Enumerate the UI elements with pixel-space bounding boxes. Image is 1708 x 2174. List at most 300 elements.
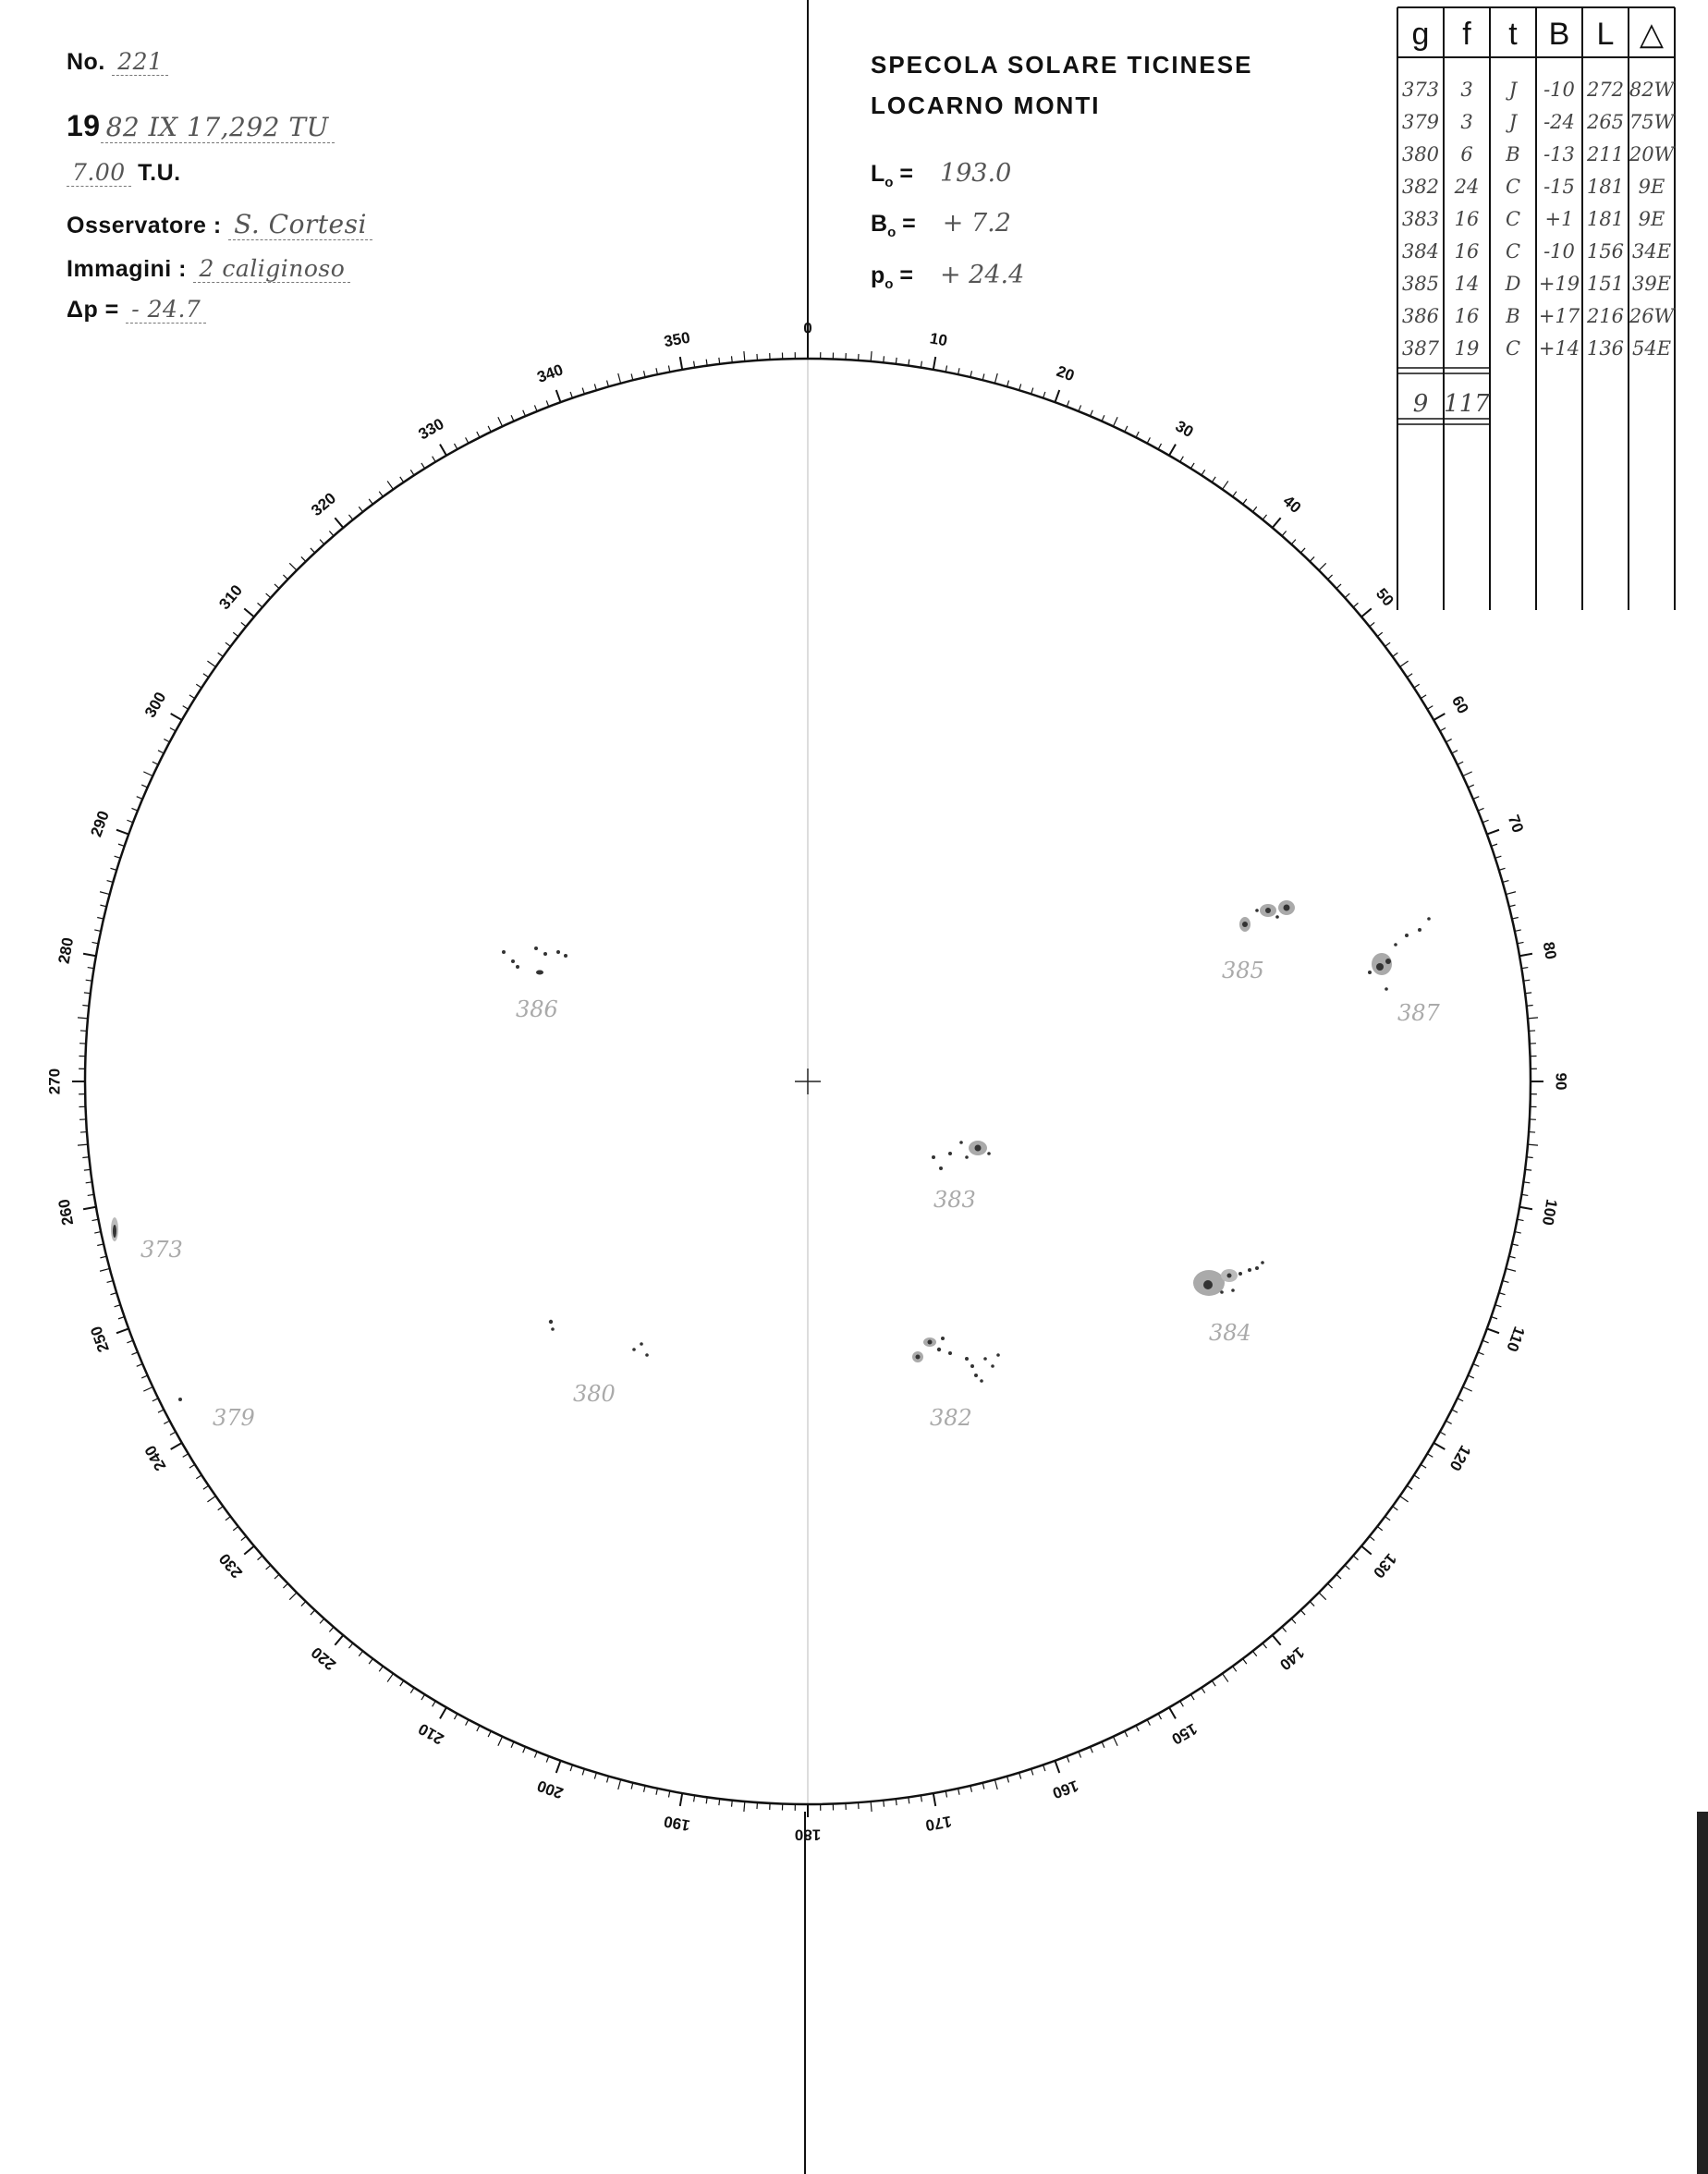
scale-tick xyxy=(84,1169,91,1170)
scale-tick xyxy=(82,1157,89,1158)
scale-tick xyxy=(1519,1207,1532,1209)
group-label-386: 386 xyxy=(516,996,558,1022)
table-cell: 34E xyxy=(1631,240,1672,263)
scale-tick xyxy=(1528,1144,1538,1145)
scale-tick xyxy=(283,575,287,580)
scale-tick xyxy=(1345,1565,1349,1569)
scale-tick xyxy=(359,1651,362,1656)
scale-tick xyxy=(1527,1006,1533,1007)
scale-tick xyxy=(1055,390,1059,402)
scale-tick xyxy=(1136,1726,1139,1731)
scale-tick xyxy=(97,918,104,920)
scale-tick xyxy=(1525,1169,1531,1170)
scale-tick xyxy=(1515,1232,1521,1233)
scale-tick xyxy=(116,830,128,835)
scale-tick xyxy=(83,1207,96,1209)
group-label-387: 387 xyxy=(1397,1000,1440,1026)
scale-label-130: 130 xyxy=(1369,1549,1400,1582)
scale-tick xyxy=(115,1305,121,1307)
table-cell: -15 xyxy=(1543,176,1575,198)
scale-tick xyxy=(1147,437,1150,443)
scale-tick xyxy=(1458,1398,1463,1401)
delta-value: - 24.7 xyxy=(126,296,206,324)
scale-tick xyxy=(379,492,383,497)
scale-tick xyxy=(189,1464,195,1468)
scale-label-280: 280 xyxy=(55,935,78,966)
scale-tick xyxy=(78,1144,88,1145)
date-value: 82 IX 17,292 TU xyxy=(101,112,335,143)
scale-tick xyxy=(400,477,404,482)
table-cell: -24 xyxy=(1543,111,1575,133)
scale-tick xyxy=(1353,603,1358,607)
scale-tick xyxy=(118,844,125,846)
table-cell: +1 xyxy=(1544,208,1574,230)
table-cell: 82W xyxy=(1629,79,1675,101)
scale-tick xyxy=(744,351,745,361)
scale-tick xyxy=(1273,518,1281,528)
scale-tick xyxy=(433,1701,436,1706)
scale-label-240: 240 xyxy=(140,1442,170,1474)
table-total: 117 xyxy=(1444,390,1490,418)
table-cell: 20W xyxy=(1629,143,1675,165)
table-cell: 265 xyxy=(1586,111,1625,133)
scale-tick xyxy=(1091,410,1093,416)
group-label-384: 384 xyxy=(1209,1320,1251,1346)
scale-tick xyxy=(203,674,209,678)
scale-tick xyxy=(1515,930,1521,931)
scale-label-250: 250 xyxy=(87,1324,113,1355)
table-cell: C xyxy=(1505,176,1521,198)
scale-label-140: 140 xyxy=(1275,1643,1308,1674)
scale-tick xyxy=(183,1454,189,1458)
scale-tick xyxy=(556,390,561,402)
scale-tick xyxy=(1509,905,1516,907)
scale-tick xyxy=(1491,844,1497,846)
scale-tick xyxy=(1233,1667,1237,1672)
images-value: 2 caliginoso xyxy=(193,255,350,283)
scale-tick xyxy=(196,684,201,688)
scale-tick xyxy=(570,392,572,398)
scale-tick xyxy=(421,1694,425,1700)
scale-label-310: 310 xyxy=(215,581,247,614)
scale-tick xyxy=(1499,1293,1506,1295)
scale-tick xyxy=(1519,954,1532,956)
scale-tick xyxy=(1223,1674,1228,1682)
table-cell: 9E xyxy=(1638,208,1665,230)
scale-label-340: 340 xyxy=(534,360,566,386)
scale-label-350: 350 xyxy=(662,328,692,351)
scale-tick xyxy=(511,415,514,421)
scale-tick xyxy=(207,1496,215,1502)
scale-tick xyxy=(498,1737,503,1746)
scale-tick xyxy=(1458,762,1463,764)
scale-tick xyxy=(266,1565,271,1569)
scale-tick xyxy=(1300,548,1305,553)
scale-tick xyxy=(196,1475,201,1479)
scale-label-300: 300 xyxy=(140,689,170,721)
table-cell: 136 xyxy=(1586,337,1625,360)
table-cell: 181 xyxy=(1586,176,1625,198)
p0-sub: o xyxy=(884,276,894,292)
scale-tick xyxy=(1079,1752,1081,1757)
table-col-header: t xyxy=(1508,17,1518,52)
scale-tick xyxy=(1336,584,1341,589)
scale-label-290: 290 xyxy=(87,808,113,839)
scale-tick xyxy=(719,358,720,364)
scale-tick xyxy=(158,1410,164,1412)
table-cell: 16 xyxy=(1454,240,1480,263)
scale-tick xyxy=(335,518,343,528)
table-cell: 16 xyxy=(1454,208,1480,230)
scale-tick xyxy=(1353,1556,1358,1560)
scale-tick xyxy=(1067,400,1069,407)
scale-tick xyxy=(994,373,997,384)
scale-tick xyxy=(1509,1256,1516,1258)
table-cell: 156 xyxy=(1586,240,1625,263)
scale-tick xyxy=(320,1618,324,1623)
scale-tick xyxy=(871,1801,872,1812)
table-cell: 387 xyxy=(1401,337,1440,360)
scale-label-220: 220 xyxy=(308,1643,340,1674)
scale-tick xyxy=(226,1517,231,1521)
scale-tick xyxy=(1512,918,1519,920)
scale-label-150: 150 xyxy=(1168,1719,1201,1749)
scale-tick xyxy=(141,785,147,788)
scale-tick xyxy=(127,1340,133,1343)
group-label-383: 383 xyxy=(933,1187,976,1213)
scale-tick xyxy=(110,1293,116,1295)
scale-tick xyxy=(1043,1765,1045,1771)
scale-tick xyxy=(127,820,133,823)
scale-tick xyxy=(1446,1421,1451,1423)
scale-tick xyxy=(379,1667,383,1672)
table-cell: 26W xyxy=(1629,305,1675,327)
scale-tick xyxy=(477,432,480,437)
scale-tick xyxy=(546,1756,549,1763)
scale-tick xyxy=(719,1799,720,1805)
scale-label-120: 120 xyxy=(1446,1442,1475,1474)
scale-tick xyxy=(440,1707,446,1718)
scale-tick xyxy=(1407,674,1412,678)
scale-label-260: 260 xyxy=(55,1197,78,1227)
scale-label-190: 190 xyxy=(662,1812,692,1835)
scale-tick xyxy=(189,695,195,699)
scale-tick xyxy=(1414,1475,1420,1479)
p0-label: p xyxy=(871,263,885,288)
images-quality xyxy=(67,255,350,283)
scale-label-80: 80 xyxy=(1539,940,1560,961)
scale-tick xyxy=(1487,830,1499,835)
scale-tick xyxy=(1102,415,1104,421)
scale-tick xyxy=(241,622,246,626)
table-cell: J xyxy=(1508,79,1518,101)
scale-tick xyxy=(100,1256,106,1258)
scale-tick xyxy=(348,1643,352,1648)
scale-tick xyxy=(1427,706,1433,710)
table-cell: 19 xyxy=(1454,337,1480,360)
scale-tick xyxy=(94,930,101,931)
scale-tick xyxy=(400,1680,404,1686)
scale-tick xyxy=(410,470,414,475)
table-cell: -10 xyxy=(1543,240,1575,263)
scale-tick xyxy=(1212,477,1215,482)
scale-tick xyxy=(1125,1731,1128,1737)
table-cell: 14 xyxy=(1454,273,1480,295)
scale-tick xyxy=(1446,739,1451,742)
scale-tick xyxy=(115,856,121,858)
scale-tick xyxy=(1440,1432,1446,1435)
L0-label: L xyxy=(871,161,885,187)
scale-tick xyxy=(1468,785,1473,788)
scale-tick xyxy=(1113,417,1117,426)
scale-tick xyxy=(523,410,526,416)
scale-tick xyxy=(631,1783,633,1789)
delta-p xyxy=(67,296,206,324)
table-cell: 151 xyxy=(1586,273,1625,295)
scale-tick xyxy=(218,1507,224,1510)
scale-tick xyxy=(546,400,549,407)
scale-tick xyxy=(1361,1546,1372,1555)
scale-tick xyxy=(1125,426,1128,432)
scale-tick xyxy=(1328,1583,1333,1588)
scale-tick xyxy=(1336,1574,1341,1579)
scale-tick xyxy=(158,751,164,753)
table-cell: 382 xyxy=(1401,176,1440,198)
scale-tick xyxy=(511,1741,514,1747)
table-cell: 272 xyxy=(1586,79,1625,101)
institution xyxy=(871,44,1252,126)
scale-tick xyxy=(1282,1627,1287,1631)
scale-tick xyxy=(218,653,224,656)
table-cell: 39E xyxy=(1631,273,1672,295)
scale-tick xyxy=(1400,661,1409,666)
table-cell: 3 xyxy=(1460,79,1473,101)
scale-tick xyxy=(644,1786,646,1792)
table-cell: 216 xyxy=(1586,305,1625,327)
scale-tick xyxy=(933,357,935,370)
scale-tick xyxy=(594,384,596,390)
scale-tick xyxy=(110,868,116,870)
scale-tick xyxy=(582,388,584,395)
B0-label: B xyxy=(871,211,888,237)
scale-tick xyxy=(1495,856,1502,858)
scale-tick xyxy=(1202,1688,1205,1693)
scale-tick xyxy=(656,1789,657,1795)
scale-tick xyxy=(958,368,959,374)
scale-label-330: 330 xyxy=(415,414,447,444)
scale-tick xyxy=(1091,1747,1093,1753)
scale-tick xyxy=(387,481,393,489)
scale-tick xyxy=(301,556,306,561)
scale-tick xyxy=(266,593,271,598)
scale-tick xyxy=(534,1752,537,1757)
scale-tick xyxy=(732,1801,733,1807)
scale-tick xyxy=(410,1688,414,1693)
group-label-379: 379 xyxy=(213,1405,255,1431)
scale-tick xyxy=(141,1375,147,1378)
table-col-header: f xyxy=(1462,17,1471,52)
scale-tick xyxy=(359,507,362,512)
table-cell: 9E xyxy=(1638,176,1665,198)
scale-tick xyxy=(244,608,254,617)
scale-tick xyxy=(1067,1756,1069,1763)
scale-tick xyxy=(241,1536,246,1540)
scale-tick xyxy=(1147,1719,1150,1725)
scale-tick xyxy=(1370,622,1374,626)
scale-tick xyxy=(433,457,436,462)
scale-tick xyxy=(1525,993,1531,994)
scale-tick xyxy=(1506,1268,1516,1271)
table-cell: B xyxy=(1506,143,1520,165)
scale-tick xyxy=(1282,531,1287,536)
scale-tick xyxy=(369,1659,372,1665)
table-cell: C xyxy=(1505,208,1521,230)
scale-tick xyxy=(1463,1386,1472,1391)
scale-tick xyxy=(387,1674,393,1682)
scale-label-90: 90 xyxy=(1552,1072,1570,1091)
scale-tick xyxy=(1079,405,1081,410)
table-cell: C xyxy=(1505,337,1521,360)
table-cell: 3 xyxy=(1460,111,1473,133)
scale-tick xyxy=(1495,1305,1502,1307)
scale-tick xyxy=(732,356,733,362)
scale-tick xyxy=(143,772,152,776)
table-cell: D xyxy=(1505,273,1521,295)
table-cell: 6 xyxy=(1460,143,1473,165)
scale-label-110: 110 xyxy=(1503,1324,1529,1354)
scale-tick xyxy=(1136,432,1139,437)
scale-tick xyxy=(982,373,984,380)
scale-tick xyxy=(1273,1635,1281,1645)
scale-tick xyxy=(274,584,279,589)
scale-tick xyxy=(207,661,215,666)
scale-tick xyxy=(1291,540,1296,544)
scale-tick xyxy=(1440,727,1446,730)
scale-tick xyxy=(183,706,189,710)
scale-tick xyxy=(289,1593,297,1600)
scale-tick xyxy=(1482,820,1489,823)
scale-tick xyxy=(143,1386,152,1391)
scale-tick xyxy=(118,1317,125,1319)
scale-tick xyxy=(1527,1157,1533,1158)
scale-tick xyxy=(644,371,646,377)
scale-tick xyxy=(1233,492,1237,497)
group-label-373: 373 xyxy=(140,1237,183,1263)
scale-tick xyxy=(618,1779,621,1789)
scale-tick xyxy=(131,1352,137,1355)
no-label: No. xyxy=(67,49,105,75)
scale-tick xyxy=(1482,1340,1489,1343)
group-label-380: 380 xyxy=(573,1381,616,1407)
scale-tick xyxy=(582,1769,584,1776)
scale-tick xyxy=(1263,515,1266,519)
table-cell: 211 xyxy=(1586,143,1625,165)
images-label: Immagini : xyxy=(67,256,188,282)
scale-tick xyxy=(1506,892,1516,895)
scale-tick xyxy=(131,808,137,811)
table-cell: B xyxy=(1506,305,1520,327)
scale-tick xyxy=(1169,445,1176,456)
table-cell: 379 xyxy=(1401,111,1440,133)
table-cell: 181 xyxy=(1586,208,1625,230)
scale-tick xyxy=(680,357,682,370)
scale-tick xyxy=(440,445,446,456)
group-label-385: 385 xyxy=(1222,958,1264,983)
scale-tick xyxy=(488,1731,491,1737)
scale-tick xyxy=(1190,463,1194,469)
L0-value: 193.0 xyxy=(939,159,1012,188)
scale-tick xyxy=(1300,1610,1305,1615)
scale-tick xyxy=(1528,1018,1538,1019)
scale-tick xyxy=(1434,1443,1445,1449)
time-value: 7.00 xyxy=(67,159,131,187)
table-col-header: g xyxy=(1411,17,1430,52)
scale-tick xyxy=(1452,1410,1458,1412)
scale-tick xyxy=(170,727,176,730)
scale-tick xyxy=(97,1244,104,1246)
scale-tick xyxy=(656,368,657,374)
scale-tick xyxy=(137,1364,142,1367)
scale-tick xyxy=(1031,388,1033,395)
scale-tick xyxy=(1385,642,1391,646)
observation-date xyxy=(67,109,335,143)
scale-tick xyxy=(1328,575,1333,580)
scale-label-170: 170 xyxy=(923,1812,954,1835)
scale-tick xyxy=(1202,470,1205,475)
scale-label-60: 60 xyxy=(1447,692,1472,717)
scale-tick xyxy=(1463,772,1472,776)
scale-tick xyxy=(94,1232,101,1233)
scale-tick xyxy=(1473,1364,1479,1367)
institution-line2: LOCARNO MONTI xyxy=(871,92,1101,119)
scale-tick xyxy=(970,371,972,377)
table-cell: +14 xyxy=(1538,337,1580,360)
scale-tick xyxy=(1291,1618,1296,1623)
scale-tick xyxy=(618,373,621,384)
scale-tick xyxy=(1414,684,1420,688)
scale-tick xyxy=(466,437,469,443)
scale-label-40: 40 xyxy=(1279,492,1305,518)
ephemeris-p0: $p_o$ = + 24.4 xyxy=(871,261,1025,292)
scale-tick xyxy=(1345,593,1349,598)
ephemeris-L0: $L_o = 193.0$ xyxy=(871,159,1012,190)
scale-tick xyxy=(958,1789,959,1795)
L0-sub: o xyxy=(884,175,894,190)
scale-tick xyxy=(274,1574,279,1579)
scale-label-230: 230 xyxy=(215,1549,247,1582)
scale-tick xyxy=(1377,1526,1383,1530)
scale-tick xyxy=(1434,714,1445,720)
table-cell: +17 xyxy=(1538,305,1580,327)
scale-tick xyxy=(116,1328,128,1333)
scale-tick xyxy=(933,1793,935,1806)
scale-tick xyxy=(1400,1496,1409,1502)
scale-tick xyxy=(1252,1651,1256,1656)
scale-label-70: 70 xyxy=(1504,812,1528,836)
scale-tick xyxy=(329,531,334,536)
scale-label-20: 20 xyxy=(1054,361,1077,385)
scale-tick xyxy=(82,1006,89,1007)
scale-tick xyxy=(454,1714,457,1719)
scale-label-210: 210 xyxy=(415,1719,447,1749)
scale-tick xyxy=(1223,481,1228,489)
scale-tick xyxy=(258,1556,262,1560)
scale-tick xyxy=(1468,1375,1473,1378)
scale-tick xyxy=(1421,695,1426,699)
scale-tick xyxy=(1180,457,1184,462)
scale-tick xyxy=(982,1783,984,1789)
delta-label: Δp = xyxy=(67,297,119,323)
